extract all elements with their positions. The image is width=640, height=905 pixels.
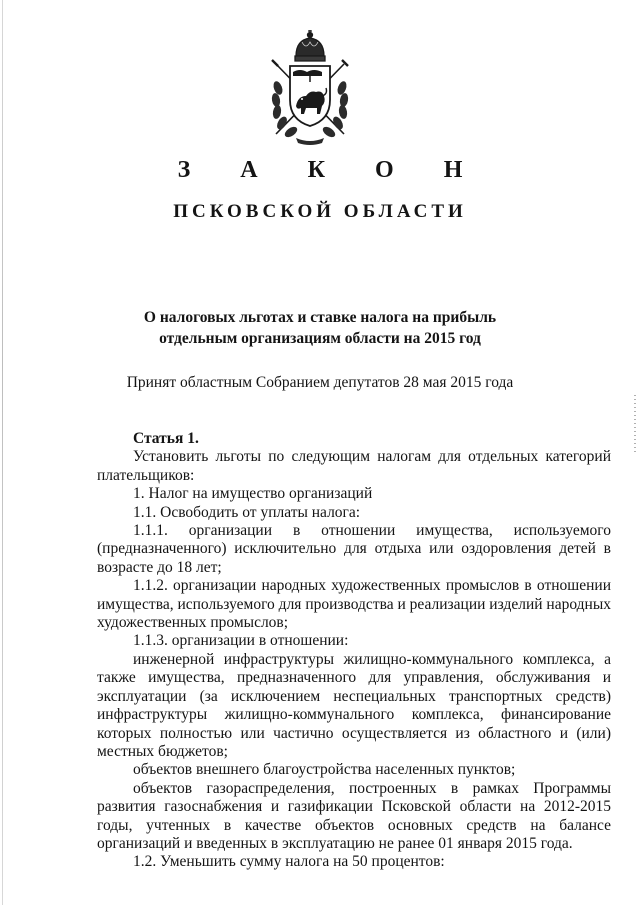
article-paragraph: 1.2. Уменьшить сумму налога на 50 процентов: [133, 853, 445, 871]
article-paragraph: инженерной инфраструктуры жилищно-коммунального комплекса, а также имущества, предназначенного для управления, обслуживания и эксплуатации (за исключением неспециальных транспортных средств) инфраструктуры жилищно-коммунального комплекса, финансирование которых полностью или частично осуществляется из областного и (или) местных бюджетов; [97, 650, 611, 760]
law-title [0, 307, 640, 349]
law-title-line-2: отдельным организациям области на 2015 год [159, 330, 481, 347]
article-paragraph: 1.1.2. организации народных художественных промыслов в отношении имущества, используемого для производства и реализации изделий народных художественных промыслов; [97, 577, 611, 632]
article-paragraph: объектов газораспределения, построенных в рамках Программы развития газоснабжения и газификации Псковской области на 2012-2015 годы, учтенных в качестве объектов основных средств на балансе организаций и введенных в эксплуатацию не ранее 01 января 2015 года. [97, 779, 611, 852]
article-paragraph: Установить льготы по следующим налогам для отдельных категорий плательщиков: [97, 448, 611, 484]
article-paragraph: 1.1. Освободить от уплаты налога: [133, 503, 361, 521]
article-paragraph: объектов внешнего благоустройства населенных пунктов; [133, 761, 516, 779]
document-type-title: З А К О Н [177, 157, 485, 183]
scan-margin-marks [634, 395, 636, 455]
article-paragraph: 1.1.1. организации в отношении имущества, используемого (предназначенного) исключительно для отдыха или оздоровления детей в возрасте до 18 лет; [97, 522, 611, 576]
adoption-note: Принят областным Собранием депутатов 28 мая 2015 года [126, 374, 514, 391]
law-title-line-1: О налоговых льготах и ставке налога на прибыль [143, 309, 497, 326]
article-paragraph: 1.1.3. организации в отношении: [133, 632, 349, 650]
scan-edge-line [2, 0, 3, 905]
region-title: ПСКОВСКОЙ ОБЛАСТИ [173, 201, 467, 222]
article-heading: Статья 1. [133, 430, 199, 447]
article-body [97, 430, 611, 872]
pskov-coat-of-arms-icon [262, 30, 358, 146]
article-paragraph: 1. Налог на имущество организаций [133, 485, 373, 503]
